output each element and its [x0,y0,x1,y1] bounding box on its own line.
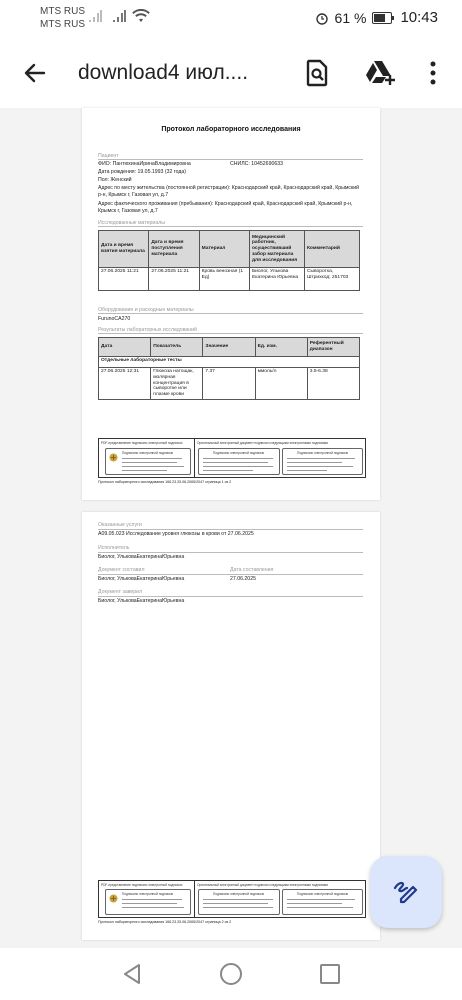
annotate-fab-button[interactable] [370,856,442,928]
pdf-signature-box [98,438,196,478]
table-header: Показатель [151,338,203,357]
stamp-line [287,466,353,467]
stamp-title: Подписано электронной подписью [213,892,265,896]
stamp-line [287,907,353,908]
table-row [99,268,360,291]
table-header: Значение [203,338,255,357]
stamp-line [122,462,177,463]
stamp-line [122,903,177,904]
divider [98,313,363,314]
table-cell: 3.5-6.38 [307,368,359,400]
certified-label: Документ заверил [98,589,143,595]
original-signature-box [194,438,366,478]
certified-value: Биолог, УльковаЕкатеринаЮрьевна [98,598,185,604]
table-header: Дата и время взятия материала [99,231,149,268]
results-table [98,337,360,400]
divider [98,529,363,530]
page-footer: Протокол лабораторного исследования 166.23.25.06.2065/2047 страница 2 из 2 [98,920,232,924]
patient-fio: ФИО: ПантюхинаИринаВладимировна [98,161,191,167]
table-header: Комментарий [304,231,359,268]
battery-icon [372,12,394,24]
table-header: Дата [99,338,151,357]
table-cell: ммоль/л [255,368,307,400]
results-section-label: Результаты лабораторных исследований [98,327,197,333]
stamp-line [122,907,184,908]
pdf-signature-box [98,880,196,918]
app-bar [0,38,462,108]
date-label: Дата составления [230,567,274,573]
table-header: Дата и время поступления материала [149,231,199,268]
divider [98,596,363,597]
materials-section-label: Исследованные материалы [98,220,165,226]
nav-recents-icon[interactable] [318,962,342,986]
patient-section-label: Пациент [98,153,119,159]
table-cell: 27.06.2025 11:21 [99,268,149,291]
stamp-line [203,903,268,904]
pen-annotate-icon [392,878,420,906]
stamp-title: Подписано электронной подписью [122,892,174,896]
stamp-title: Подписано электронной подписью [213,451,265,455]
table-group-cell: Отдельные лабораторные тесты [99,357,360,368]
signature-caption: PDF-представление подписано электронной подписью [101,441,183,445]
stamp-line [122,458,182,459]
signature-stamp [105,889,191,915]
date-value: 27.06.2025 [230,576,256,582]
table-cell: Глюкоза натощак, молярная концентрация в сыворотке или плазме крови [151,368,203,400]
stamp-line [287,903,342,904]
patient-sex: Пол: Женский [98,177,132,183]
table-cell: 27.06.2025 12:31 [99,368,151,400]
battery-percent: 61 % [334,9,367,26]
stamp-line [203,462,268,463]
nav-back-icon[interactable] [120,962,144,986]
address-registration: Адрес по месту жительства (постоянной регистрации): Краснодарский край, Краснодарский край, Крымский р-н, Крымск г, Газовая ул, д.7 [98,185,360,198]
services-value: A09.05.023 Исследование уровня глюкозы в крови от 27.06.2025 [98,531,254,537]
stamp-line [287,899,355,900]
carrier-1: MTS RUS [40,6,85,17]
divider [98,333,363,334]
back-arrow-icon[interactable] [22,60,48,86]
stamp-line [122,899,182,900]
signature-stamp [282,448,363,475]
stamp-title: Подписано электронной подписью [297,892,349,896]
patient-dob: Дата рождения: 19.05.1993 (32 года) [98,169,187,175]
stamp-line [287,458,355,459]
divider [98,159,363,160]
emblem-icon [109,453,118,462]
table-cell: 7.37 [203,368,255,400]
table-cell: Сыворотка, Штрихкод: 251703 [304,268,359,291]
stamp-line [122,470,167,471]
table-cell: Кровь венозная (1 Ед) [199,268,249,291]
signature-stamp [198,889,280,915]
signature-caption: PDF-представление подписано электронной подписью [101,883,183,887]
stamp-line [203,466,273,467]
nav-home-icon[interactable] [219,962,243,986]
carrier-2: MTS RUS [40,19,85,30]
signature-stamp [198,448,280,475]
address-actual: Адрес фактического проживания (пребывания): Краснодарский край, Краснодарский край, Крымский р-н, Крымск г, Газовая ул, д.7 [98,201,353,214]
divider [98,552,363,553]
equipment-section-label: Оборудование и расходные материалы [98,307,194,313]
table-group-row [99,357,360,368]
equipment-name: FurunoCA270 [98,316,131,322]
pdf-page-1 [82,108,380,500]
stamp-line [203,899,273,900]
executor-label: Исполнитель [98,545,130,551]
search-document-icon[interactable] [302,58,332,88]
table-header: Медицинский работник, осуществивший забор материала для исследования [249,231,304,268]
stamp-line [203,470,253,471]
signature-caption: Оригинальный электронный документ подписан следующими электронными подписями [197,883,328,887]
table-header: Материал [199,231,249,268]
signature-stamp [105,448,191,475]
divider [98,226,363,227]
alarm-icon [315,11,329,25]
table-header: Ед. изм. [255,338,307,357]
table-header-row [99,231,360,268]
services-label: Оказанные услуги [98,522,142,528]
emblem-icon [109,894,118,903]
carrier-names [40,5,85,31]
composed-label: Документ составил [98,567,145,573]
stamp-title: Подписано электронной подписью [122,451,174,455]
table-header-row [99,338,360,357]
stamp-line [203,907,273,908]
stamp-line [122,466,184,467]
more-options-icon[interactable] [428,58,438,88]
add-to-drive-icon[interactable] [364,58,396,88]
divider [98,574,363,575]
protocol-title: Протокол лабораторного исследования [161,126,301,133]
status-right [315,9,438,26]
stamp-line [287,470,327,471]
patient-snils: СНИЛС: 10452690633 [230,161,283,167]
signature-caption: Оригинальный электронный документ подписан следующими электронными подписями [197,441,328,445]
table-header: Референтный диапазон [307,338,359,357]
system-nav-bar [0,948,462,1000]
stamp-title: Подписано электронной подписью [297,451,349,455]
document-title: download4 июл.... [78,61,249,84]
executor-value: Биолог, УльковаЕкатеринаЮрьевна [98,554,185,560]
status-bar [0,0,462,38]
stamp-line [203,458,273,459]
table-row [99,368,360,400]
table-cell: Биолог, Улькова Екатерина Юрьевна [249,268,304,291]
table-cell: 27.06.2025 11:21 [149,268,199,291]
signal-icon [88,9,102,23]
wifi-icon [132,9,150,23]
pdf-page-2 [82,512,380,940]
stamp-line [287,462,342,463]
signal-icon-2 [112,9,126,23]
signature-stamp [282,889,363,915]
original-signature-box [194,880,366,918]
composed-value: Биолог, УльковаЕкатеринаЮрьевна [98,576,185,582]
materials-table [98,230,360,291]
pdf-viewer[interactable] [0,108,462,948]
clock: 10:43 [400,9,438,26]
page-footer: Протокол лабораторного исследования 166.23.25.06.2065/2047 страница 1 из 2 [98,480,232,484]
